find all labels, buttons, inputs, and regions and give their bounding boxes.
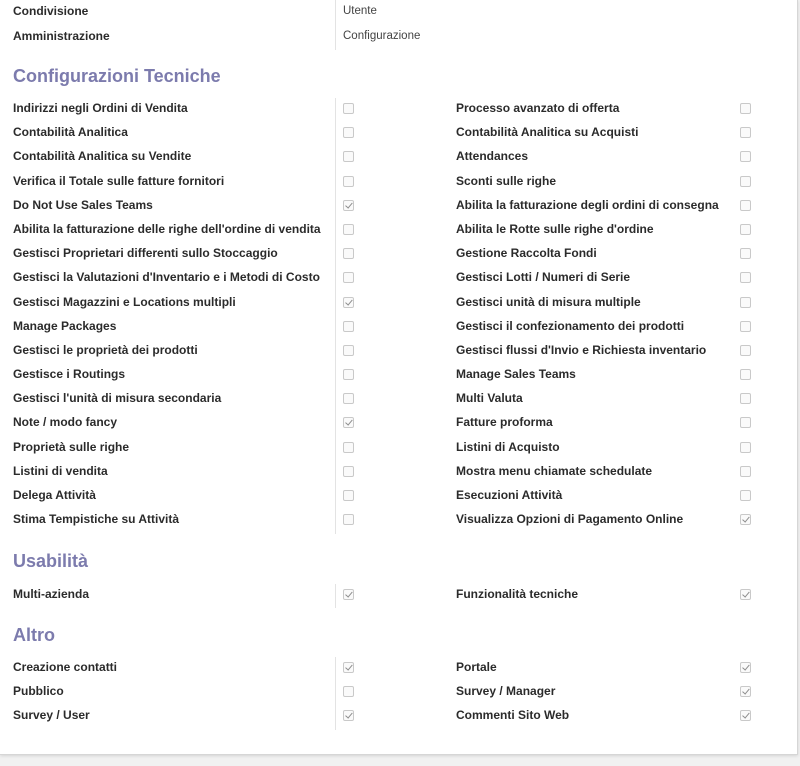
setting-checkbox[interactable] bbox=[343, 710, 354, 721]
access-value-select[interactable]: Configurazione bbox=[343, 30, 421, 42]
section-title-usability: Usabilità bbox=[13, 551, 89, 571]
access-row-administration bbox=[0, 25, 797, 47]
setting-label: Visualizza Opzioni di Pagamento Online bbox=[456, 512, 684, 527]
setting-checkbox[interactable] bbox=[740, 151, 751, 162]
setting-checkbox[interactable] bbox=[740, 345, 751, 356]
setting-checkbox[interactable] bbox=[343, 514, 354, 525]
setting-checkbox[interactable] bbox=[343, 662, 354, 673]
setting-checkbox[interactable] bbox=[740, 589, 751, 600]
access-label: Condivisione bbox=[13, 4, 89, 18]
setting-checkbox[interactable] bbox=[740, 514, 751, 525]
setting-checkbox[interactable] bbox=[343, 103, 354, 114]
setting-label: Gestione Raccolta Fondi bbox=[456, 246, 597, 261]
setting-checkbox[interactable] bbox=[740, 127, 751, 138]
setting-label: Manage Packages bbox=[13, 318, 117, 333]
setting-checkbox[interactable] bbox=[740, 393, 751, 404]
setting-label: Do Not Use Sales Teams bbox=[13, 197, 153, 212]
setting-checkbox[interactable] bbox=[343, 442, 354, 453]
access-label: Amministrazione bbox=[13, 29, 110, 43]
setting-row bbox=[0, 171, 797, 195]
setting-checkbox[interactable] bbox=[740, 224, 751, 235]
setting-label: Survey / User bbox=[13, 708, 90, 723]
setting-checkbox[interactable] bbox=[343, 224, 354, 235]
setting-checkbox[interactable] bbox=[343, 589, 354, 600]
setting-label: Contabilità Analitica bbox=[13, 125, 128, 140]
setting-checkbox[interactable] bbox=[740, 417, 751, 428]
setting-checkbox[interactable] bbox=[343, 466, 354, 477]
setting-row bbox=[0, 705, 797, 729]
setting-label: Listini di vendita bbox=[13, 463, 108, 478]
setting-label: Gestisci la Valutazioni d'Inventario e i Metodi di Costo bbox=[13, 270, 320, 285]
setting-label: Multi-azienda bbox=[13, 587, 90, 601]
setting-label: Indirizzi negli Ordini di Vendita bbox=[13, 101, 188, 115]
setting-row bbox=[0, 584, 797, 608]
setting-row bbox=[0, 364, 797, 388]
setting-row bbox=[0, 657, 797, 681]
setting-checkbox[interactable] bbox=[343, 272, 354, 283]
other-settings-group bbox=[0, 657, 797, 730]
setting-row bbox=[0, 316, 797, 340]
setting-label: Manage Sales Teams bbox=[456, 367, 576, 382]
setting-label: Gestisce i Routings bbox=[13, 367, 126, 382]
setting-row bbox=[0, 195, 797, 219]
setting-label: Creazione contatti bbox=[13, 660, 118, 674]
setting-checkbox[interactable] bbox=[740, 200, 751, 211]
setting-row bbox=[0, 267, 797, 291]
setting-checkbox[interactable] bbox=[343, 321, 354, 332]
setting-row bbox=[0, 340, 797, 364]
setting-label: Contabilità Analitica su Vendite bbox=[13, 149, 192, 164]
setting-checkbox[interactable] bbox=[343, 151, 354, 162]
setting-label: Abilita la fatturazione degli ordini di consegna bbox=[456, 197, 719, 212]
setting-label: Gestisci l'unità di misura secondaria bbox=[13, 391, 222, 406]
section-title-technical: Configurazioni Tecniche bbox=[13, 66, 221, 86]
setting-label: Gestisci le proprietà dei prodotti bbox=[13, 342, 198, 357]
setting-label: Attendances bbox=[456, 149, 529, 164]
setting-checkbox[interactable] bbox=[343, 297, 354, 308]
setting-checkbox[interactable] bbox=[343, 345, 354, 356]
setting-row bbox=[0, 509, 797, 533]
setting-label: Gestisci il confezionamento dei prodotti bbox=[456, 318, 685, 333]
setting-row bbox=[0, 412, 797, 436]
setting-checkbox[interactable] bbox=[740, 369, 751, 380]
setting-row bbox=[0, 146, 797, 170]
setting-checkbox[interactable] bbox=[740, 466, 751, 477]
section-title-other: Altro bbox=[13, 625, 55, 645]
setting-label: Commenti Sito Web bbox=[456, 708, 570, 723]
setting-checkbox[interactable] bbox=[740, 710, 751, 721]
usability-settings-group bbox=[0, 584, 797, 608]
setting-checkbox[interactable] bbox=[740, 272, 751, 283]
setting-checkbox[interactable] bbox=[343, 417, 354, 428]
setting-row bbox=[0, 388, 797, 412]
setting-checkbox[interactable] bbox=[343, 176, 354, 187]
access-value-select[interactable]: Utente bbox=[343, 5, 377, 17]
setting-label: Processo avanzato di offerta bbox=[456, 101, 620, 115]
access-row-sharing bbox=[0, 0, 797, 22]
setting-row bbox=[0, 292, 797, 316]
setting-label: Gestisci Magazzini e Locations multipli bbox=[13, 294, 236, 309]
setting-label: Pubblico bbox=[13, 684, 64, 699]
setting-row bbox=[0, 243, 797, 267]
setting-label: Delega Attività bbox=[13, 488, 96, 502]
setting-label: Mostra menu chiamate schedulate bbox=[456, 463, 653, 478]
setting-label: Verifica il Totale sulle fatture fornitori bbox=[13, 173, 225, 188]
setting-label: Portale bbox=[456, 660, 497, 674]
setting-label: Proprietà sulle righe bbox=[13, 439, 130, 454]
setting-label: Gestisci unità di misura multiple bbox=[456, 294, 641, 309]
setting-checkbox[interactable] bbox=[343, 200, 354, 211]
setting-checkbox[interactable] bbox=[740, 321, 751, 332]
setting-row bbox=[0, 485, 797, 509]
setting-checkbox[interactable] bbox=[740, 686, 751, 697]
setting-row bbox=[0, 219, 797, 243]
setting-label: Abilita la fatturazione delle righe dell'ordine di vendita bbox=[13, 221, 321, 236]
setting-checkbox[interactable] bbox=[343, 393, 354, 404]
setting-label: Gestisci flussi d'Invio e Richiesta inventario bbox=[456, 342, 707, 357]
setting-label: Listini di Acquisto bbox=[456, 439, 560, 454]
technical-settings-group bbox=[0, 98, 797, 533]
setting-label: Gestisci Proprietari differenti sullo Stoccaggio bbox=[13, 246, 278, 261]
setting-label: Note / modo fancy bbox=[13, 415, 118, 430]
setting-row bbox=[0, 98, 797, 122]
setting-checkbox[interactable] bbox=[740, 297, 751, 308]
setting-label: Fatture proforma bbox=[456, 415, 553, 430]
setting-label: Funzionalità tecniche bbox=[456, 587, 579, 601]
setting-checkbox[interactable] bbox=[740, 490, 751, 501]
setting-checkbox[interactable] bbox=[740, 176, 751, 187]
setting-checkbox[interactable] bbox=[343, 248, 354, 259]
setting-label: Multi Valuta bbox=[456, 391, 523, 406]
setting-row bbox=[0, 681, 797, 705]
setting-checkbox[interactable] bbox=[343, 490, 354, 501]
setting-checkbox[interactable] bbox=[740, 103, 751, 114]
setting-checkbox[interactable] bbox=[343, 369, 354, 380]
setting-label: Abilita le Rotte sulle righe d'ordine bbox=[456, 221, 654, 236]
setting-label: Sconti sulle righe bbox=[456, 173, 557, 188]
setting-label: Esecuzioni Attività bbox=[456, 488, 563, 502]
setting-row bbox=[0, 122, 797, 146]
setting-checkbox[interactable] bbox=[740, 248, 751, 259]
setting-checkbox[interactable] bbox=[740, 662, 751, 673]
setting-checkbox[interactable] bbox=[740, 442, 751, 453]
setting-checkbox[interactable] bbox=[343, 127, 354, 138]
setting-checkbox[interactable] bbox=[343, 686, 354, 697]
setting-label: Gestisci Lotti / Numeri di Serie bbox=[456, 270, 631, 285]
setting-label: Survey / Manager bbox=[456, 684, 556, 699]
setting-label: Contabilità Analitica su Acquisti bbox=[456, 125, 639, 140]
setting-label: Stima Tempistiche su Attività bbox=[13, 512, 180, 527]
setting-row bbox=[0, 461, 797, 485]
setting-row bbox=[0, 437, 797, 461]
